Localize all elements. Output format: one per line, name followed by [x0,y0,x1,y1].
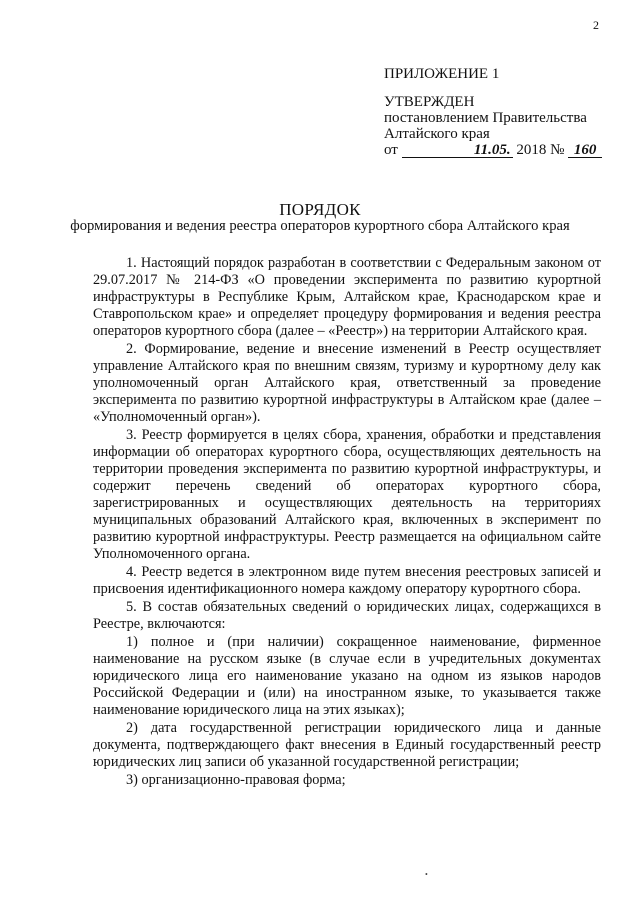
paragraph-3: 3. Реестр формируется в целях сбора, хранения, обработки и представления информации об операторах курортного сбора, осуществляющих деятельность на территории проведения эксперимента по развитию курортной инфраструктуры, и содержит перечень сведений об операторах курортного сбора, зарегистрированных и осуществляющих деятельность на территориях муниципальных образований Алтайского края, включенных в эксперимент по развитию курортной инфраструктуры. Реестр размещается на официальном сайте Уполномоченного органа. [93,427,601,562]
approval-date: 11.05. [402,143,513,158]
appendix-label: ПРИЛОЖЕНИЕ 1 [384,66,500,82]
paragraph-5-item-3: 3) организационно-правовая форма; [126,772,346,788]
document-body [93,255,601,789]
document-subtitle: формирования и ведения реестра операторов курортного сбора Алтайского края [70,218,570,234]
footer-mark: • [425,870,428,879]
approval-date-line [384,142,624,158]
approved-label: УТВЕРЖДЕН [384,94,475,110]
approved-by-line2: Алтайского края [384,126,490,142]
paragraph-2: 2. Формирование, ведение и внесение изменений в Реестр осуществляет управление Алтайского края по внешним связям, туризму и курортному делу как уполномоченный орган Алтайского края, ответственный за проведение эксперимента по развитию курортной инфраструктуры в Алтайском крае (далее – «Уполномоченный орган»). [93,341,601,425]
paragraph-4: 4. Реестр ведется в электронном виде путем внесения реестровых записей и присвоения идентификационного номера каждому оператору курортного сбора. [93,564,601,597]
approval-block [384,66,624,158]
page-number: 2 [593,18,599,32]
paragraph-5-item-2: 2) дата государственной регистрации юридического лица и данные документа, подтверждающего факт внесения в Единый государственный реестр юридических лиц записи об указанной государственной регистрации; [93,720,601,770]
paragraph-5-item-1: 1) полное и (при наличии) сокращенное наименование, фирменное наименование на русском языке (в случае если в учредительных документах юридического лица его наименование указано на одном из языков народов Российской Федерации и (или) на иностранном языке, то указывается также наименование юридического лица на этих языках); [93,634,601,718]
approved-by-line1: постановлением Правительства [384,110,587,126]
approval-number: 160 [568,143,602,158]
approval-year: 2018 № [516,142,565,158]
paragraph-1: 1. Настоящий порядок разработан в соответствии с Федеральным законом от 29.07.2017 № 214-ФЗ «О проведении эксперимента по развитию курортной инфраструктуры в Республике Крым, Алтайском крае, Краснодарском крае и Ставропольском крае» и определяет процедуру формирования и ведения реестра операторов курортного сбора (далее – «Реестр») на территории Алтайского края. [93,255,601,339]
document-title: ПОРЯДОК [279,200,361,219]
paragraph-5: 5. В состав обязательных сведений о юридических лицах, содержащихся в Реестре, включаются: [93,599,601,632]
from-label: от [384,142,398,158]
